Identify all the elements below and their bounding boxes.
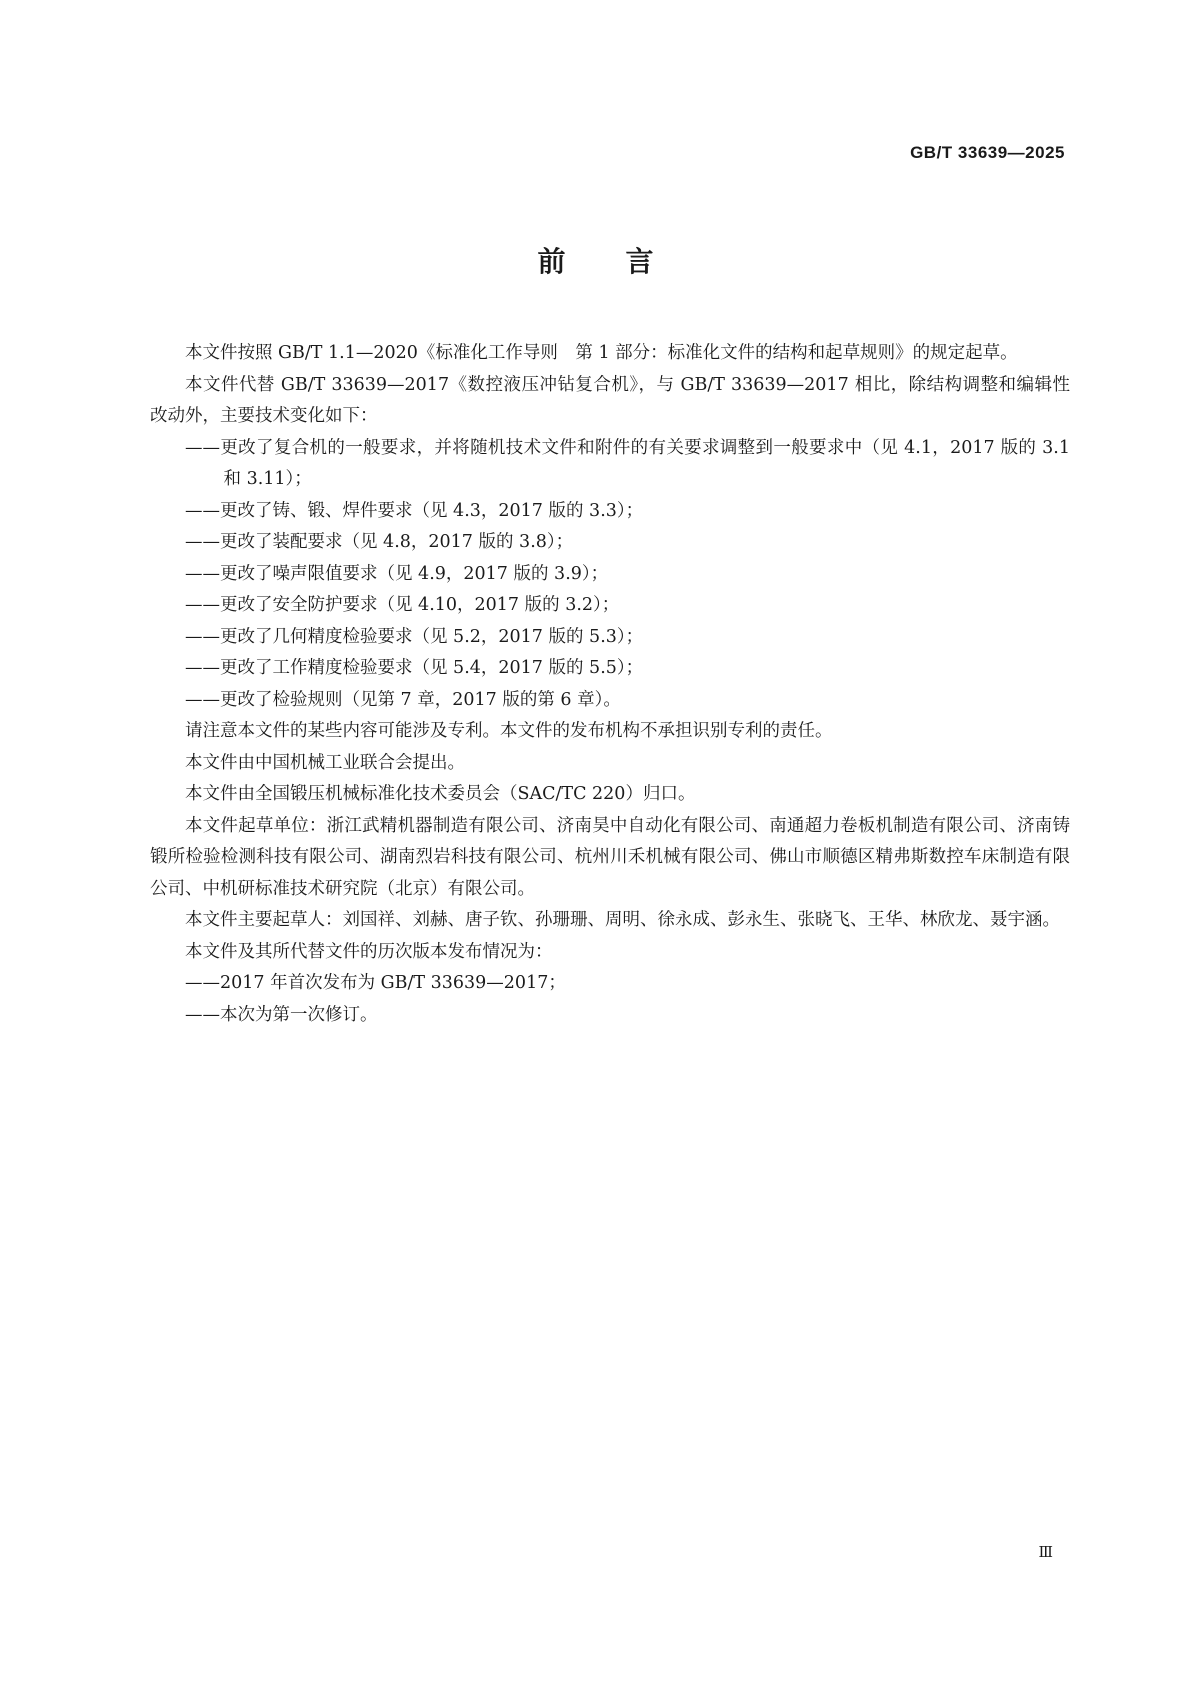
change-item: ——更改了复合机的一般要求，并将随机技术文件和附件的有关要求调整到一般要求中（见 4.1，2017 版的 3.1 和 3.11）；: [185, 437, 1070, 489]
paragraph-replacement: 本文件代替 GB/T 33639—2017《数控液压冲钻复合机》，与 GB/T 33639—2017 相比，除结构调整和编辑性改动外，主要技术变化如下：: [150, 374, 1070, 426]
page-title: 前言: [537, 245, 714, 278]
change-item: ——更改了几何精度检验要求（见 5.2，2017 版的 5.3）；: [185, 626, 644, 647]
paragraph-patent-notice: 请注意本文件的某些内容可能涉及专利。本文件的发布机构不承担识别专利的责任。: [185, 721, 833, 741]
paragraph-drafters: 本文件主要起草人：刘国祥、刘赫、唐子钦、孙珊珊、周明、徐永成、彭永生、张晓飞、王华、林欣龙、聂宇涵。: [185, 910, 1060, 930]
history-item: ——2017 年首次发布为 GB/T 33639—2017；: [185, 973, 566, 993]
foreword-body: [150, 338, 1070, 1031]
document-code: GB/T 33639—2025: [910, 143, 1065, 162]
paragraph-history-intro: 本文件及其所代替文件的历次版本发布情况为：: [185, 941, 553, 962]
change-item: ——更改了装配要求（见 4.8，2017 版的 3.8）；: [185, 532, 574, 552]
paragraph-proposer: 本文件由中国机械工业联合会提出。: [185, 752, 465, 773]
paragraph-drafting-units: 本文件起草单位：浙江武精机器制造有限公司、济南昊中自动化有限公司、南通超力卷板机制造有限公司、济南铸锻所检验检测科技有限公司、湖南烈岩科技有限公司、杭州川禾机械有限公司、佛山市顺德区精弗斯数控车床制造有限公司、中机研标准技术研究院（北京）有限公司。: [150, 815, 1070, 899]
paragraph-committee: 本文件由全国锻压机械标准化技术委员会（SAC/TC 220）归口。: [185, 784, 696, 804]
history-item: ——本次为第一次修订。: [185, 1004, 378, 1025]
change-item: ——更改了检验规则（见第 7 章，2017 版的第 6 章）。: [185, 689, 621, 710]
change-item: ——更改了噪声限值要求（见 4.9，2017 版的 3.9）；: [185, 563, 609, 584]
change-item: ——更改了铸、锻、焊件要求（见 4.3，2017 版的 3.3）；: [185, 500, 644, 521]
page-number: Ⅲ: [1038, 1543, 1053, 1561]
paragraph-drafting-basis: 本文件按照 GB/T 1.1—2020《标准化工作导则 第 1 部分：标准化文件的结构和起草规则》的规定起草。: [185, 343, 1018, 363]
change-item: ——更改了安全防护要求（见 4.10，2017 版的 3.2）；: [185, 595, 620, 615]
change-item: ——更改了工作精度检验要求（见 5.4，2017 版的 5.5）；: [185, 658, 644, 678]
